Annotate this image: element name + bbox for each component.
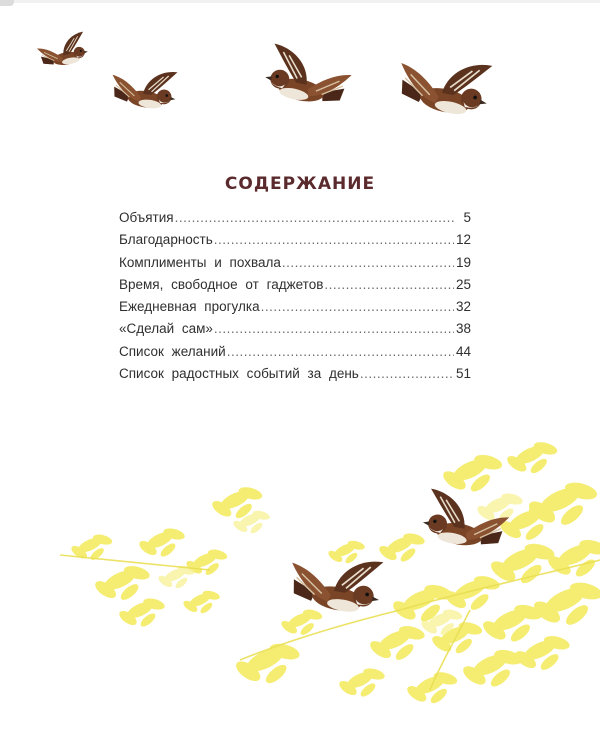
toc-leader-dots <box>214 232 454 247</box>
page-title: СОДЕРЖАНИЕ <box>224 174 376 194</box>
toc-entry-label: Комплименты и похвала <box>119 254 281 270</box>
toc-leader-dots <box>175 210 455 225</box>
toc-entry-label: «Сделай сам» <box>119 321 213 337</box>
toc-entry-page: 44 <box>455 343 471 359</box>
toc-entry-label: Время, свободное от гаджетов <box>119 276 324 292</box>
sparrow-icon <box>393 47 494 120</box>
toc-entry[interactable] <box>119 232 471 254</box>
sparrow-icon <box>262 43 355 110</box>
sparrow-icon <box>420 488 511 552</box>
toc-entry-label: Список радостных событий за день <box>119 366 359 382</box>
toc-entry-page: 5 <box>463 210 471 225</box>
toc-entry-page: 19 <box>455 254 471 270</box>
toc-entry[interactable] <box>119 344 471 366</box>
toc-entry-page: 12 <box>455 232 471 248</box>
toc-entry-label: Ежедневная прогулка <box>119 299 260 315</box>
toc-leader-dots <box>324 277 454 292</box>
sparrow-icon <box>109 63 179 111</box>
toc-entry[interactable] <box>119 277 471 299</box>
toc-leader-dots <box>282 255 454 270</box>
toc-leader-dots <box>214 321 454 336</box>
toc-entry-label: Список желаний <box>119 343 226 359</box>
toc-entry[interactable] <box>119 210 471 232</box>
toc-entry-page: 51 <box>455 366 471 382</box>
table-of-contents <box>119 210 471 388</box>
toc-entry-page: 25 <box>455 276 471 292</box>
toc-entry-page: 32 <box>455 299 471 315</box>
toc-entry-label: Объятия <box>119 210 174 225</box>
sparrow-icon <box>35 31 89 69</box>
toc-entry[interactable] <box>119 255 471 277</box>
toc-leader-dots <box>360 366 454 381</box>
toc-entry-label: Благодарность <box>119 232 213 248</box>
toc-leader-dots <box>227 344 454 359</box>
toc-entry-page: 38 <box>455 321 471 337</box>
toc-entry[interactable] <box>119 366 471 388</box>
toc-entry[interactable] <box>119 299 471 321</box>
toc-leader-dots <box>261 299 454 314</box>
foliage <box>69 440 600 706</box>
toc-entry[interactable] <box>119 321 471 343</box>
